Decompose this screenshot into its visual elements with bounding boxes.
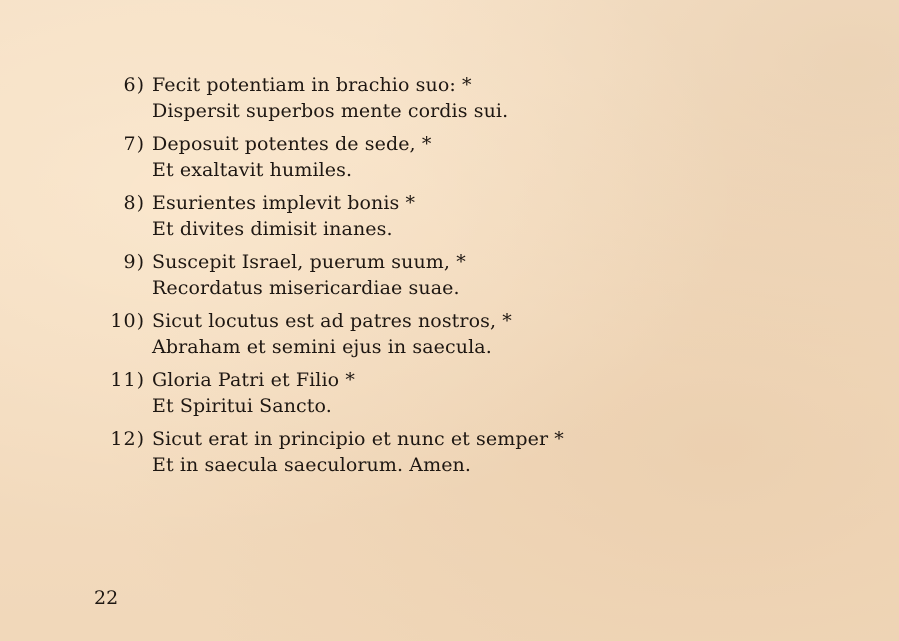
verse-line: Et in saecula saeculorum. Amen.	[152, 454, 472, 476]
verse-number: 10)	[110, 310, 145, 332]
verse-line: Esurientes implevit bonis *	[152, 192, 416, 214]
verse-line: Deposuit potentes de sede, *	[152, 133, 432, 155]
verse-number: 8)	[123, 192, 145, 214]
verse-item	[94, 131, 654, 183]
verse-line: Et divites dimisit inanes.	[152, 218, 393, 240]
verse-line: Et Spiritui Sancto.	[152, 395, 332, 417]
verse-text	[152, 131, 431, 183]
verse-text	[152, 72, 508, 124]
verse-item	[94, 367, 654, 419]
verse-line: Fecit potentiam in brachio suo: *	[152, 74, 472, 96]
verse-number: 9)	[123, 251, 145, 273]
verse-line: Abraham et semini ejus in saecula.	[152, 336, 492, 358]
verse-item	[94, 426, 654, 478]
verse-line: Sicut locutus est ad patres nostros, *	[152, 310, 512, 332]
verse-line: Gloria Patri et Filio *	[152, 369, 355, 391]
verse-text	[152, 190, 415, 242]
verse-text	[152, 249, 466, 301]
page-number: 22	[94, 587, 119, 609]
verse-text	[152, 426, 564, 478]
verse-list	[94, 72, 654, 485]
verse-item	[94, 190, 654, 242]
verse-line: Suscepit Israel, puerum suum, *	[152, 251, 466, 273]
verse-line: Recordatus misericardiae suae.	[152, 277, 460, 299]
verse-number: 11)	[110, 369, 145, 391]
verse-number: 7)	[123, 133, 145, 155]
verse-number: 12)	[110, 428, 145, 450]
verse-text	[152, 308, 512, 360]
verse-line: Et exaltavit humiles.	[152, 159, 353, 181]
verse-text	[152, 367, 355, 419]
verse-item	[94, 249, 654, 301]
verse-item	[94, 72, 654, 124]
verse-line: Sicut erat in principio et nunc et semper *	[152, 428, 564, 450]
verse-number: 6)	[123, 74, 145, 96]
verse-line: Dispersit superbos mente cordis sui.	[152, 100, 509, 122]
verse-item	[94, 308, 654, 360]
